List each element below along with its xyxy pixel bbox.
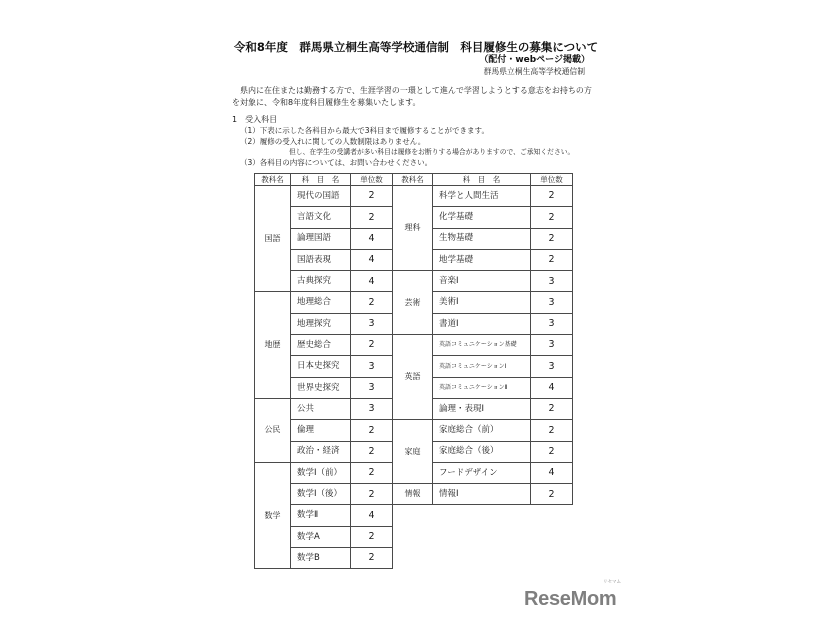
- course-name-cell: 生物基礎: [433, 228, 531, 249]
- credits-cell: 3: [351, 313, 393, 334]
- subject-area-math: 数学: [255, 462, 291, 568]
- course-name-cell: 英語コミュニケーション基礎: [433, 335, 531, 356]
- credits-cell: 4: [351, 249, 393, 270]
- course-name-cell: 日本史探究: [291, 356, 351, 377]
- table-row: [255, 186, 573, 207]
- credits-cell: 4: [351, 505, 393, 526]
- credits-cell: 2: [531, 207, 573, 228]
- subject-table: [254, 173, 573, 569]
- credits-cell: 2: [351, 292, 393, 313]
- subject-area-civics: 公民: [255, 398, 291, 462]
- subject-area-arts: 芸術: [393, 271, 433, 335]
- credits-cell: 3: [531, 356, 573, 377]
- table-row: [255, 505, 573, 526]
- subject-table-body: [255, 174, 573, 569]
- course-name-cell: 公共: [291, 398, 351, 419]
- subject-area-japanese: 国語: [255, 186, 291, 292]
- course-name-cell: フードデザイン: [433, 462, 531, 483]
- document-title: 令和8年度 群馬県立桐生高等学校通信制 科目履修生の募集について: [233, 40, 599, 54]
- course-name-cell: 数学A: [291, 526, 351, 547]
- section-item: （1）下表に示した各科目から最大で3科目まで履修することができます。: [240, 126, 489, 135]
- course-name-cell: 英語コミュニケーションⅡ: [433, 377, 531, 398]
- credits-cell: 3: [531, 292, 573, 313]
- credits-cell: 2: [351, 186, 393, 207]
- table-row: [255, 420, 573, 441]
- credits-cell: 2: [531, 398, 573, 419]
- course-name-cell: 音楽Ⅰ: [433, 271, 531, 292]
- credits-cell: 2: [531, 420, 573, 441]
- header-name-right: 科 目 名: [433, 174, 531, 186]
- header-credits-right: 単位数: [531, 174, 573, 186]
- table-header-row: [255, 174, 573, 186]
- course-name-cell: 政治・経済: [291, 441, 351, 462]
- subject-area-home-economics: 家庭: [393, 420, 433, 484]
- table-row: [255, 335, 573, 356]
- course-name-cell: 地学基礎: [433, 249, 531, 270]
- empty-cell: [393, 505, 573, 569]
- course-name-cell: 英語コミュニケーションⅠ: [433, 356, 531, 377]
- credits-cell: 3: [531, 271, 573, 292]
- credits-cell: 2: [531, 441, 573, 462]
- course-name-cell: 歴史総合: [291, 335, 351, 356]
- credits-cell: 2: [531, 484, 573, 505]
- header-name-left: 科 目 名: [291, 174, 351, 186]
- section-note: 但し、在学生の受講者が多い科目は履修をお断りする場合がありますので、ご承知ください。: [289, 148, 575, 156]
- credits-cell: 2: [351, 526, 393, 547]
- course-name-cell: 古典探究: [291, 271, 351, 292]
- subject-area-science: 理科: [393, 186, 433, 271]
- course-name-cell: 論理・表現Ⅰ: [433, 398, 531, 419]
- credits-cell: 3: [531, 313, 573, 334]
- section-heading: 1 受入科目: [232, 115, 278, 124]
- credits-cell: 4: [351, 228, 393, 249]
- course-name-cell: 倫理: [291, 420, 351, 441]
- credits-cell: 2: [351, 335, 393, 356]
- credits-cell: 2: [351, 207, 393, 228]
- credits-cell: 2: [351, 548, 393, 569]
- credits-cell: 2: [351, 441, 393, 462]
- credits-cell: 2: [351, 420, 393, 441]
- credits-cell: 2: [531, 228, 573, 249]
- section-item: （3）各科目の内容については、お問い合わせください。: [240, 158, 433, 167]
- course-name-cell: 科学と人間生活: [433, 186, 531, 207]
- course-name-cell: 情報Ⅰ: [433, 484, 531, 505]
- table-row: [255, 484, 573, 505]
- credits-cell: 2: [531, 186, 573, 207]
- header-credits-left: 単位数: [351, 174, 393, 186]
- credits-cell: 3: [351, 398, 393, 419]
- course-name-cell: 書道Ⅰ: [433, 313, 531, 334]
- course-name-cell: 数学Ⅰ（後）: [291, 484, 351, 505]
- credits-cell: 4: [531, 377, 573, 398]
- issuer-name: 群馬県立桐生高等学校通信制: [483, 67, 585, 76]
- intro-line: を対象に、令和8年度科目履修生を募集いたします。: [232, 98, 421, 107]
- course-name-cell: 数学Ⅰ（前）: [291, 462, 351, 483]
- course-name-cell: 家庭総合（後）: [433, 441, 531, 462]
- subject-area-information: 情報: [393, 484, 433, 505]
- credits-cell: 2: [351, 484, 393, 505]
- header-area-right: 教科名: [393, 174, 433, 186]
- course-name-cell: 言語文化: [291, 207, 351, 228]
- course-name-cell: 現代の国語: [291, 186, 351, 207]
- table-row: [255, 271, 573, 292]
- credits-cell: 2: [351, 462, 393, 483]
- course-name-cell: 化学基礎: [433, 207, 531, 228]
- course-name-cell: 地理探究: [291, 313, 351, 334]
- credits-cell: 3: [531, 335, 573, 356]
- credits-cell: 3: [351, 356, 393, 377]
- course-name-cell: 国語表現: [291, 249, 351, 270]
- section-item: （2）履修の受入れに関しての人数制限はありません。: [240, 137, 426, 146]
- course-name-cell: 地理総合: [291, 292, 351, 313]
- course-name-cell: 数学B: [291, 548, 351, 569]
- course-name-cell: 数学Ⅱ: [291, 505, 351, 526]
- resemom-logo: ReseMom: [524, 588, 617, 610]
- course-name-cell: 家庭総合（前）: [433, 420, 531, 441]
- document-subtitle: （配付・webページ掲載）: [479, 55, 590, 65]
- credits-cell: 2: [531, 249, 573, 270]
- course-name-cell: 論理国語: [291, 228, 351, 249]
- credits-cell: 3: [351, 377, 393, 398]
- header-area-left: 教科名: [255, 174, 291, 186]
- course-name-cell: 美術Ⅰ: [433, 292, 531, 313]
- course-name-cell: 世界史探究: [291, 377, 351, 398]
- credits-cell: 4: [351, 271, 393, 292]
- intro-line: 県内に在住または勤務する方で、生涯学習の一環として進んで学習しようとする意志をお持ちの方: [232, 86, 592, 95]
- subject-area-english: 英語: [393, 335, 433, 420]
- credits-cell: 4: [531, 462, 573, 483]
- resemom-logo-kana: リセマム: [603, 580, 621, 585]
- subject-area-geography-history: 地歴: [255, 292, 291, 398]
